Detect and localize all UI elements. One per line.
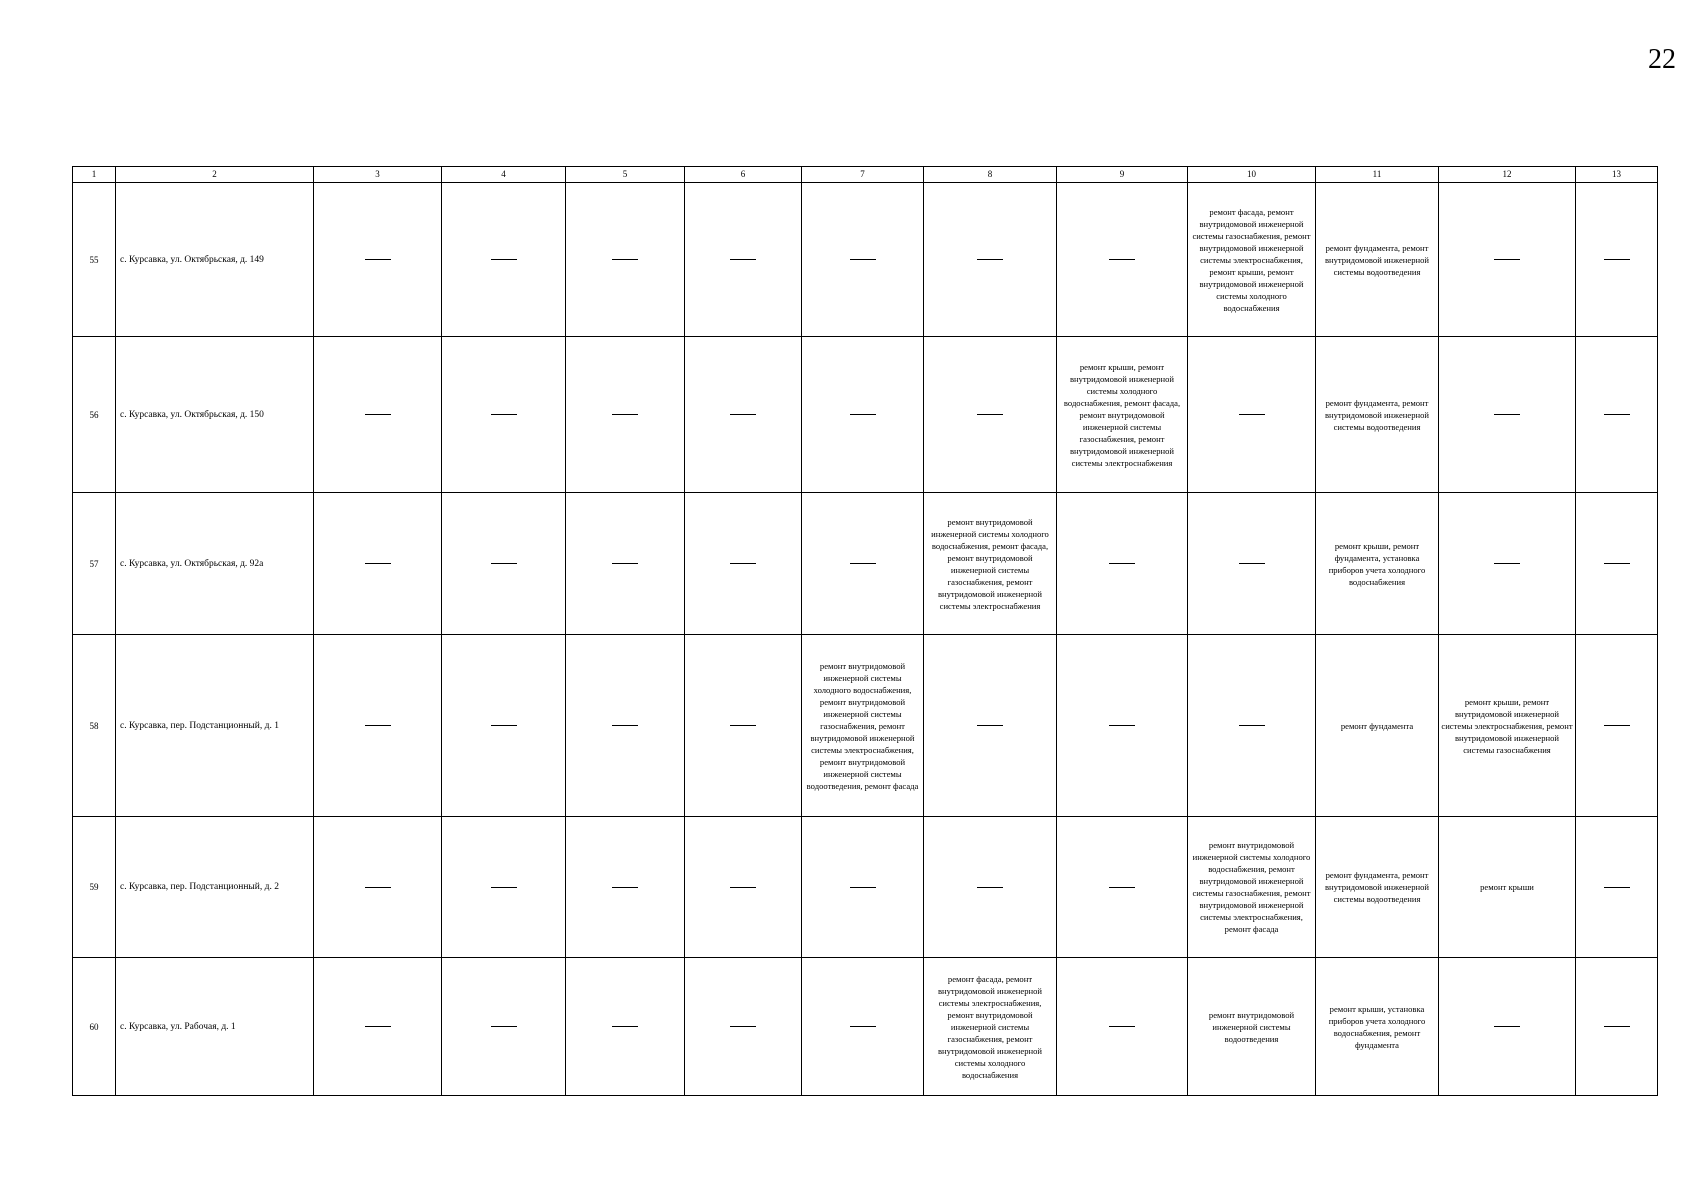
work-cell: ремонт фундамента, ремонт внутридомовой инженерной системы водоотведения xyxy=(1316,183,1439,337)
empty-cell xyxy=(314,337,442,493)
column-header: 4 xyxy=(442,167,566,183)
empty-cell xyxy=(314,958,442,1096)
dash xyxy=(1239,414,1265,415)
work-cell: ремонт крыши, ремонт внутридомовой инженерной системы электроснабжения, ремонт внутридомовой инженерной системы газоснабжения xyxy=(1439,635,1576,817)
empty-cell xyxy=(802,817,924,958)
dash xyxy=(1239,725,1265,726)
row-number: 59 xyxy=(73,817,116,958)
dash xyxy=(730,725,756,726)
empty-cell xyxy=(685,337,802,493)
empty-cell xyxy=(802,493,924,635)
dash xyxy=(977,259,1003,260)
dash xyxy=(365,725,391,726)
dash xyxy=(1109,563,1135,564)
empty-cell xyxy=(1188,337,1316,493)
work-cell: ремонт фундамента xyxy=(1316,635,1439,817)
empty-cell xyxy=(924,337,1057,493)
dash xyxy=(491,414,517,415)
dash xyxy=(491,887,517,888)
dash xyxy=(1604,563,1630,564)
work-cell: ремонт фундамента, ремонт внутридомовой инженерной системы водоотведения xyxy=(1316,817,1439,958)
column-header: 3 xyxy=(314,167,442,183)
empty-cell xyxy=(442,183,566,337)
empty-cell xyxy=(1188,635,1316,817)
work-cell: ремонт внутридомовой инженерной системы холодного водоснабжения, ремонт внутридомовой инженерной системы газоснабжения, ремонт внутридомовой инженерной системы электроснабжения, ремонт фасада xyxy=(1188,817,1316,958)
column-header: 12 xyxy=(1439,167,1576,183)
dash xyxy=(1604,414,1630,415)
dash xyxy=(1109,259,1135,260)
table-row xyxy=(73,958,1658,1096)
dash xyxy=(491,1026,517,1027)
dash xyxy=(850,414,876,415)
address-cell: с. Курсавка, ул. Рабочая, д. 1 xyxy=(116,958,314,1096)
empty-cell xyxy=(566,958,685,1096)
empty-cell xyxy=(314,817,442,958)
dash xyxy=(612,259,638,260)
empty-cell xyxy=(314,183,442,337)
column-header: 8 xyxy=(924,167,1057,183)
dash xyxy=(365,887,391,888)
dash xyxy=(491,259,517,260)
repair-schedule-table xyxy=(72,166,1658,1096)
empty-cell xyxy=(1057,958,1188,1096)
dash xyxy=(491,563,517,564)
column-header: 13 xyxy=(1576,167,1658,183)
empty-cell xyxy=(442,337,566,493)
dash xyxy=(1239,563,1265,564)
dash xyxy=(612,563,638,564)
dash xyxy=(1109,725,1135,726)
row-number: 57 xyxy=(73,493,116,635)
column-header: 6 xyxy=(685,167,802,183)
empty-cell xyxy=(685,183,802,337)
table-row xyxy=(73,635,1658,817)
empty-cell xyxy=(1576,337,1658,493)
dash xyxy=(1109,887,1135,888)
address-cell: с. Курсавка, ул. Октябрьская, д. 150 xyxy=(116,337,314,493)
empty-cell xyxy=(924,183,1057,337)
dash xyxy=(850,563,876,564)
empty-cell xyxy=(1576,817,1658,958)
address-cell: с. Курсавка, ул. Октябрьская, д. 92а xyxy=(116,493,314,635)
empty-cell xyxy=(924,817,1057,958)
column-header: 1 xyxy=(73,167,116,183)
empty-cell xyxy=(1057,635,1188,817)
dash xyxy=(365,414,391,415)
column-header: 5 xyxy=(566,167,685,183)
table-row xyxy=(73,183,1658,337)
empty-cell xyxy=(442,817,566,958)
empty-cell xyxy=(1439,493,1576,635)
row-number: 60 xyxy=(73,958,116,1096)
column-header: 9 xyxy=(1057,167,1188,183)
work-cell: ремонт крыши, установка приборов учета холодного водоснабжения, ремонт фундамента xyxy=(1316,958,1439,1096)
dash xyxy=(730,414,756,415)
empty-cell xyxy=(1439,337,1576,493)
empty-cell xyxy=(1057,183,1188,337)
dash xyxy=(1604,725,1630,726)
work-cell: ремонт фасада, ремонт внутридомовой инженерной системы электроснабжения, ремонт внутридомовой инженерной системы газоснабжения, ремонт внутридомовой инженерной системы холодного водоснабжения xyxy=(924,958,1057,1096)
empty-cell xyxy=(802,337,924,493)
row-number: 56 xyxy=(73,337,116,493)
empty-cell xyxy=(566,635,685,817)
empty-cell xyxy=(1188,493,1316,635)
dash xyxy=(1494,414,1520,415)
dash xyxy=(730,887,756,888)
empty-cell xyxy=(1576,635,1658,817)
table-row xyxy=(73,817,1658,958)
work-cell: ремонт крыши, ремонт внутридомовой инженерной системы холодного водоснабжения, ремонт фасада, ремонт внутридомовой инженерной системы газоснабжения, ремонт внутридомовой инженерной системы электроснабжения xyxy=(1057,337,1188,493)
work-cell: ремонт крыши, ремонт фундамента, установка приборов учета холодного водоснабжения xyxy=(1316,493,1439,635)
empty-cell xyxy=(924,635,1057,817)
dash xyxy=(612,725,638,726)
column-header: 10 xyxy=(1188,167,1316,183)
empty-cell xyxy=(1057,493,1188,635)
row-number: 55 xyxy=(73,183,116,337)
dash xyxy=(977,887,1003,888)
dash xyxy=(977,725,1003,726)
work-cell: ремонт фундамента, ремонт внутридомовой инженерной системы водоотведения xyxy=(1316,337,1439,493)
empty-cell xyxy=(442,958,566,1096)
empty-cell xyxy=(314,635,442,817)
dash xyxy=(365,1026,391,1027)
dash xyxy=(612,1026,638,1027)
dash xyxy=(1604,1026,1630,1027)
address-cell: с. Курсавка, пер. Подстанционный, д. 1 xyxy=(116,635,314,817)
empty-cell xyxy=(802,183,924,337)
dash xyxy=(1604,259,1630,260)
work-cell: ремонт внутридомовой инженерной системы холодного водоснабжения, ремонт внутридомовой инженерной системы газоснабжения, ремонт внутридомовой инженерной системы электроснабжения, ремонт внутридомовой инженерной системы водоотведения, ремонт фасада xyxy=(802,635,924,817)
dash xyxy=(850,1026,876,1027)
address-cell: с. Курсавка, ул. Октябрьская, д. 149 xyxy=(116,183,314,337)
empty-cell xyxy=(1576,958,1658,1096)
dash xyxy=(612,887,638,888)
dash xyxy=(491,725,517,726)
dash xyxy=(730,563,756,564)
dash xyxy=(1494,259,1520,260)
table-row xyxy=(73,493,1658,635)
dash xyxy=(365,259,391,260)
work-cell: ремонт крыши xyxy=(1439,817,1576,958)
dash xyxy=(1494,563,1520,564)
empty-cell xyxy=(685,635,802,817)
work-cell: ремонт внутридомовой инженерной системы водоотведения xyxy=(1188,958,1316,1096)
empty-cell xyxy=(566,337,685,493)
empty-cell xyxy=(1576,493,1658,635)
dash xyxy=(850,259,876,260)
dash xyxy=(977,414,1003,415)
column-header: 11 xyxy=(1316,167,1439,183)
empty-cell xyxy=(1057,817,1188,958)
empty-cell xyxy=(685,493,802,635)
empty-cell xyxy=(566,183,685,337)
dash xyxy=(612,414,638,415)
address-cell: с. Курсавка, пер. Подстанционный, д. 2 xyxy=(116,817,314,958)
work-cell: ремонт внутридомовой инженерной системы холодного водоснабжения, ремонт фасада, ремонт внутридомовой инженерной системы газоснабжения, ремонт внутридомовой инженерной системы электроснабжения xyxy=(924,493,1057,635)
work-cell: ремонт фасада, ремонт внутридомовой инженерной системы газоснабжения, ремонт внутридомовой инженерной системы электроснабжения, ремонт крыши, ремонт внутридомовой инженерной системы холодного водоснабжения xyxy=(1188,183,1316,337)
dash xyxy=(1494,1026,1520,1027)
empty-cell xyxy=(1439,183,1576,337)
empty-cell xyxy=(802,958,924,1096)
column-header: 7 xyxy=(802,167,924,183)
page-number: 22 xyxy=(1648,44,1676,75)
empty-cell xyxy=(442,493,566,635)
dash xyxy=(365,563,391,564)
empty-cell xyxy=(442,635,566,817)
header-row xyxy=(73,167,1658,183)
empty-cell xyxy=(1439,958,1576,1096)
column-header: 2 xyxy=(116,167,314,183)
dash xyxy=(730,1026,756,1027)
dash xyxy=(850,887,876,888)
dash xyxy=(1109,1026,1135,1027)
dash xyxy=(730,259,756,260)
empty-cell xyxy=(566,817,685,958)
table-row xyxy=(73,337,1658,493)
empty-cell xyxy=(685,958,802,1096)
empty-cell xyxy=(314,493,442,635)
empty-cell xyxy=(566,493,685,635)
dash xyxy=(1604,887,1630,888)
row-number: 58 xyxy=(73,635,116,817)
empty-cell xyxy=(685,817,802,958)
empty-cell xyxy=(1576,183,1658,337)
